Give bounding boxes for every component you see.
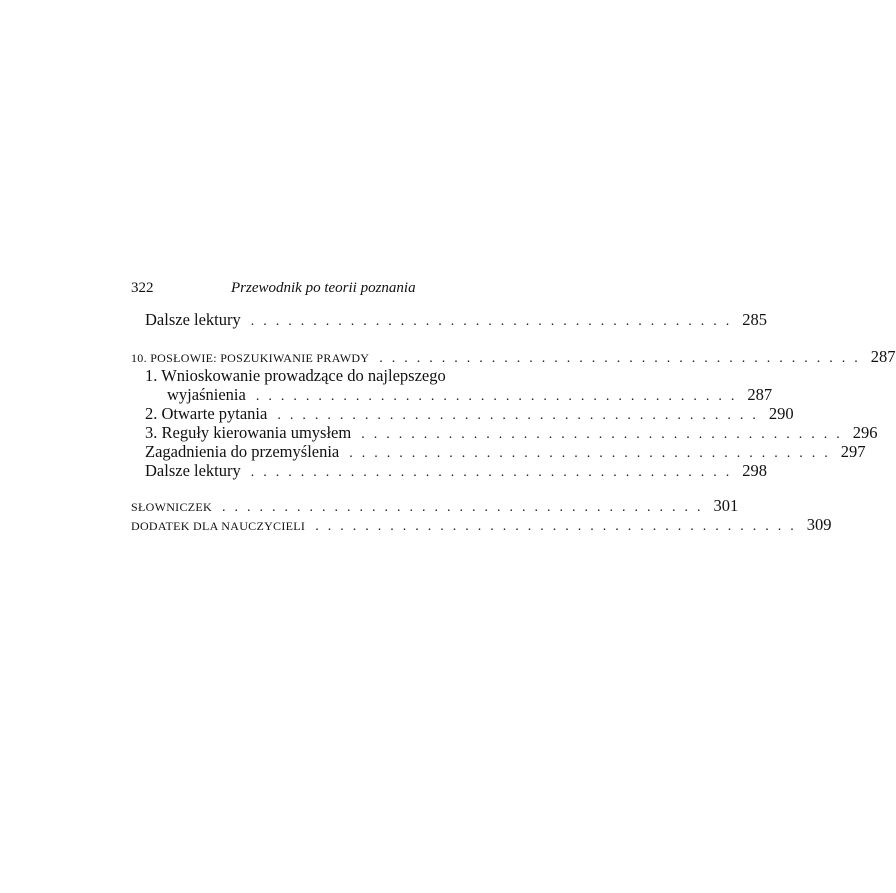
toc-entry-page: 301	[713, 496, 739, 515]
toc-entry-label: 1. Wnioskowanie prowadzące do najlepszego	[145, 366, 446, 385]
page-number: 322	[131, 280, 154, 296]
dot-leader: .......................................	[250, 314, 739, 329]
dot-leader: .......................................	[349, 446, 837, 461]
toc-entry-explanation	[131, 385, 773, 404]
toc-entry-rules	[131, 423, 878, 442]
dot-leader: .......................................	[255, 389, 744, 404]
toc-entry-label: Zagadnienia do przemyślenia	[145, 442, 340, 461]
toc-entry-page: 298	[742, 461, 768, 480]
chapter-title: 10. POSŁOWIE: POSZUKIWANIE PRAWDY	[131, 351, 370, 365]
toc-entry-further-reading-1	[131, 310, 768, 329]
toc-glossary	[131, 496, 739, 515]
toc-entry-further-reading-2	[131, 461, 768, 480]
toc-entry-page: 297	[840, 442, 866, 461]
toc-entry-questions	[131, 442, 866, 461]
dot-leader: .......................................	[222, 500, 710, 515]
toc-entry-page: 287	[747, 385, 773, 404]
toc-entry-page: 296	[852, 423, 878, 442]
toc-entry-page: 285	[742, 310, 768, 329]
toc-entry-inference	[131, 366, 517, 385]
toc-entry-label: DODATEK DLA NAUCZYCIELI	[131, 519, 306, 533]
toc-entry-page: 309	[806, 515, 832, 534]
chapter-page: 287	[870, 347, 896, 366]
running-title: Przewodnik po teorii poznania	[231, 280, 416, 296]
toc-entry-label: Dalsze lektury	[145, 461, 241, 480]
dot-leader: .......................................	[315, 519, 803, 534]
toc-entry-label: 3. Reguły kierowania umysłem	[145, 423, 352, 442]
toc-chapter-10	[131, 347, 896, 366]
page-header	[131, 280, 517, 300]
toc-entry-label: wyjaśnienia	[167, 385, 246, 404]
dot-leader: .......................................	[250, 465, 739, 480]
toc-entry-page: 290	[768, 404, 794, 423]
toc-entry-label: 2. Otwarte pytania	[145, 404, 268, 423]
dot-leader: .......................................	[277, 408, 765, 423]
dot-leader: .......................................	[361, 427, 849, 442]
toc-entry-label: SŁOWNICZEK	[131, 500, 212, 514]
table-of-contents	[131, 310, 896, 534]
toc-entry-label: Dalsze lektury	[145, 310, 241, 329]
dot-leader: .......................................	[379, 351, 867, 366]
toc-entry-open-questions	[131, 404, 794, 423]
toc-teacher-appendix	[131, 515, 832, 534]
